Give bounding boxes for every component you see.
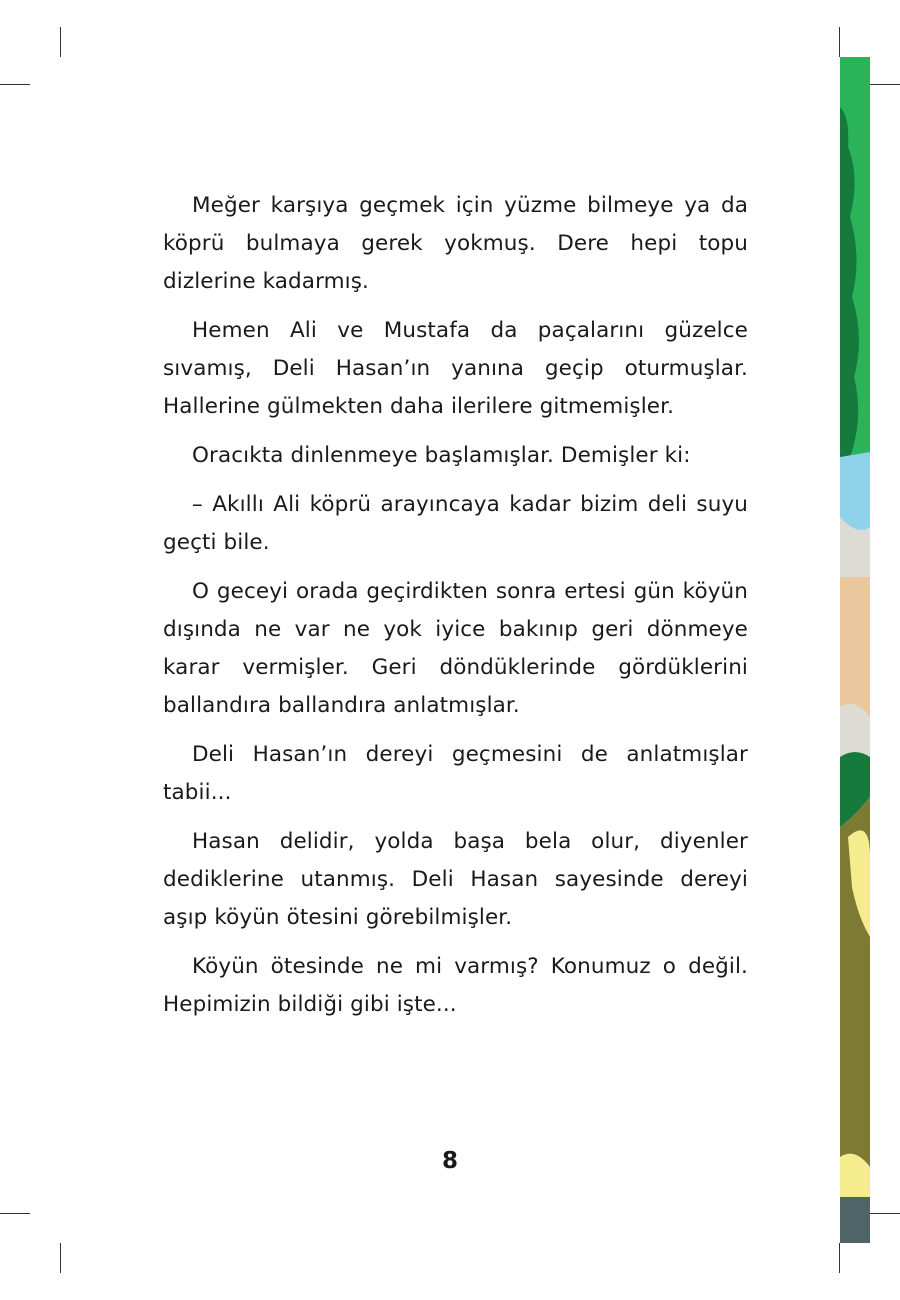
crop-mark-top-left-horizontal	[0, 84, 30, 85]
page-number: 8	[441, 1148, 458, 1174]
crop-mark-bottom-right-horizontal	[870, 1213, 900, 1214]
crop-mark-top-right-horizontal	[870, 84, 900, 85]
strip-slate-bottom	[840, 1197, 870, 1243]
paragraph-8: Köyün ötesinde ne mi varmış? Konumuz o değil. Hepimizin bildiği gibi işte...	[163, 954, 748, 1017]
paragraph-3: Oracıkta dinlenmeye başlamışlar. Demişler ki:	[192, 443, 691, 468]
crop-mark-top-left-vertical	[60, 27, 61, 57]
crop-mark-top-right-vertical	[839, 27, 840, 57]
paragraph-7: Hasan delidir, yolda başa bela olur, diyenler dediklerine utanmış. Deli Hasan sayesinde dereyi aşıp köyün ötesini görebilmişler.	[163, 829, 748, 930]
crop-mark-bottom-left-vertical	[60, 1243, 61, 1273]
crop-mark-bottom-left-horizontal	[0, 1213, 30, 1214]
paragraph-2: Hemen Ali ve Mustafa da paçalarını güzelce sıvamış, Deli Hasan’ın yanına geçip oturmuşlar. Hallerine gülmekten daha ilerilere gitmemişler.	[163, 318, 748, 419]
story-text	[163, 187, 748, 1035]
paragraph-1: Meğer karşıya geçmek için yüzme bilmeye ya da köprü bulmaya gerek yokmuş. Dere hepi topu dizlerine kadarmış.	[163, 193, 748, 294]
strip-tan-ground	[840, 577, 870, 717]
side-illustration-strip	[840, 57, 870, 1243]
strip-sky	[840, 452, 870, 530]
crop-mark-bottom-right-vertical	[839, 1243, 840, 1273]
paragraph-6: Deli Hasan’ın dereyi geçmesini de anlatmışlar tabii...	[163, 742, 748, 805]
paragraph-5: O geceyi orada geçirdikten sonra ertesi gün köyün dışında ne var ne yok iyice bakınıp geri dönmeye karar vermişler. Geri döndüklerinde gördüklerini ballandıra ballandıra anlatmışlar.	[163, 579, 748, 718]
paragraph-4: – Akıllı Ali köprü arayıncaya kadar bizim deli suyu geçti bile.	[163, 492, 748, 555]
